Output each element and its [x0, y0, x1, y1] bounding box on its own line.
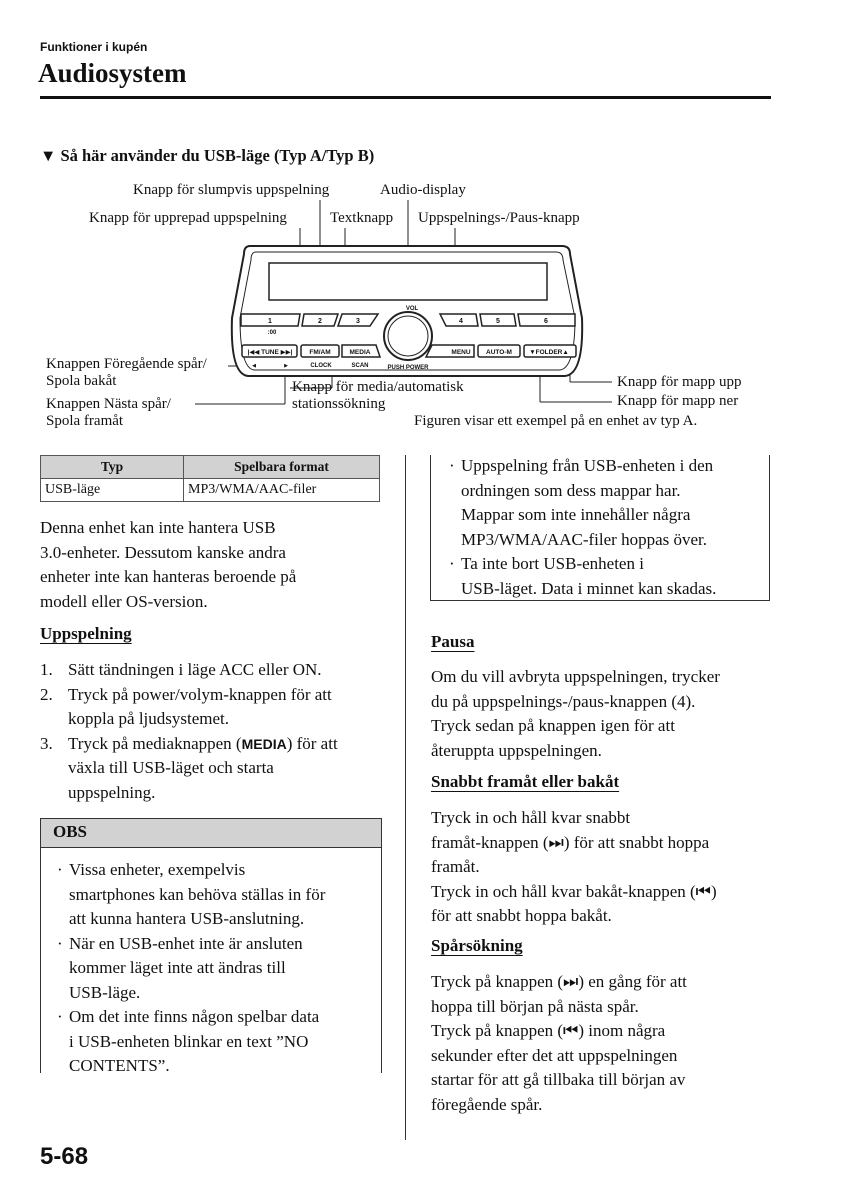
preset-label-6: 6	[544, 318, 548, 325]
callout-folder-up: Knapp för mapp upp	[617, 374, 742, 390]
fast-forward-paragraph: Tryck in och håll kvar snabbt framåt-knappen (⏭) för att snabbt hoppa framåt. Tryck in och håll kvar bakåt-knappen (⏮) för att snabbt hoppa bakåt.	[431, 808, 717, 925]
callout-playpause: Uppspelnings-/Paus-knapp	[418, 210, 580, 226]
list-item: 1. Sätt tändningen i läge ACC eller ON.	[40, 660, 322, 679]
list-item: · Ta inte bort USB-enheten i USB-läget. Data i minnet kan skadas.	[449, 554, 717, 598]
list-item: · Uppspelning från USB-enheten i den ordningen som dess mappar har. Mappar som inte innehåller några MP3/WMA/AAC-filer hoppas över.	[449, 456, 714, 549]
callout-folder-down: Knapp för mapp ner	[617, 393, 739, 409]
playback-steps	[40, 658, 390, 805]
table-header: Typ	[41, 456, 184, 479]
pause-heading: Pausa	[431, 632, 475, 651]
auto-m-label: AUTO-M	[486, 349, 512, 356]
obs-note-box	[40, 818, 382, 1073]
preset-label-2: 2	[318, 318, 322, 325]
table-cell: USB-läge	[41, 479, 184, 502]
callout-next-line1: Knappen Nästa spår/	[46, 396, 171, 412]
list-item: · När en USB-enhet inte är ansluten kommer läget inte att ändras till USB-läge.	[57, 933, 303, 1002]
playback-heading: Uppspelning	[40, 624, 132, 643]
figure-caption: Figuren visar ett exempel på en enhet av typ A.	[414, 413, 698, 429]
fast-forward-heading: Snabbt framåt eller bakåt	[431, 772, 620, 791]
obs-continued-box	[430, 455, 770, 601]
table-row	[41, 479, 380, 502]
list-item: · Om det inte finns någon spelbar data i USB-enheten blinkar en text ”NO CONTENTS”.	[57, 1007, 320, 1075]
folder-label: ▼FOLDER▲	[529, 349, 569, 356]
list-item: 3. Tryck på mediaknappen (MEDIA) för att växla till USB-läget och starta uppspelning.	[40, 733, 338, 802]
chapter-label: Funktioner i kupén	[40, 40, 148, 54]
push-power-label: PUSH POWER	[387, 365, 429, 371]
callout-display: Audio-display	[380, 182, 466, 198]
section-title: ▼ Så här använder du USB-läge (Typ A/Typ B)	[40, 146, 375, 165]
callout-prev-line1: Knappen Föregående spår/	[46, 356, 207, 372]
callout-shuffle: Knapp för slumpvis uppspelning	[133, 182, 330, 198]
media-button-glyph: MEDIA	[241, 735, 287, 752]
callout-repeat: Knapp för upprepad uppspelning	[89, 210, 287, 226]
volume-knob	[384, 312, 432, 360]
pause-paragraph: Om du vill avbryta uppspelningen, trycker du på uppspelnings-/paus-knappen (4). Tryck sedan på knappen igen för att återuppta uppspelningen.	[431, 667, 720, 760]
audio-unit-figure	[0, 0, 845, 450]
column-divider	[405, 455, 406, 1140]
obs-heading: OBS	[41, 818, 381, 848]
callout-media-line1: Knapp för media/automatisk	[292, 379, 464, 395]
list-item: · Vissa enheter, exempelvis smartphones kan behöva ställas in för att kunna hantera USB-anslutning.	[57, 860, 326, 928]
page-number: 5-68	[40, 1143, 89, 1170]
fmam-label: FM/AM	[309, 349, 331, 356]
media-label: MEDIA	[349, 349, 371, 356]
vol-label: VOL	[405, 306, 419, 312]
preset-label-5: 5	[496, 318, 500, 325]
clock-sub-label: :00	[267, 330, 277, 336]
intro-paragraph: Denna enhet kan inte hantera USB 3.0-enheter. Dessutom kanske andra enheter inte kan hanteras beroende på modell eller OS-version.	[40, 518, 297, 611]
menu-label: MENU	[451, 349, 471, 356]
list-item: 2. Tryck på power/volym-knappen för att koppla på ljudsystemet.	[40, 684, 332, 728]
formats-table	[40, 455, 380, 502]
track-seek-heading: Spårsökning	[431, 936, 523, 955]
table-cell: MP3/WMA/AAC-filer	[184, 479, 380, 502]
track-seek-paragraph: Tryck på knappen (⏭) en gång för att hoppa till början på nästa spår. Tryck på knappen (⏮) inom några sekunder efter det att uppspelningen startar för att gå tillbaka till början av föregående spår.	[431, 972, 687, 1114]
clock-label: CLOCK	[310, 363, 332, 369]
tune-sub-right: ▶	[284, 363, 288, 369]
scan-label: SCAN	[351, 363, 369, 369]
callout-text: Textknapp	[330, 210, 394, 226]
preset-label-1: 1	[268, 318, 272, 325]
tune-label: |◀◀ TUNE ▶▶|	[247, 349, 293, 356]
table-header: Spelbara format	[184, 456, 380, 479]
preset-label-3: 3	[356, 318, 360, 325]
callout-media-line2: stationssökning	[292, 396, 386, 412]
audio-display	[269, 263, 547, 300]
page-title: Audiosystem	[38, 58, 187, 88]
callout-prev-line2: Spola bakåt	[46, 373, 117, 389]
tune-sub-left: ◀	[252, 363, 256, 369]
callout-next-line2: Spola framåt	[46, 413, 124, 429]
preset-label-4: 4	[459, 318, 463, 325]
